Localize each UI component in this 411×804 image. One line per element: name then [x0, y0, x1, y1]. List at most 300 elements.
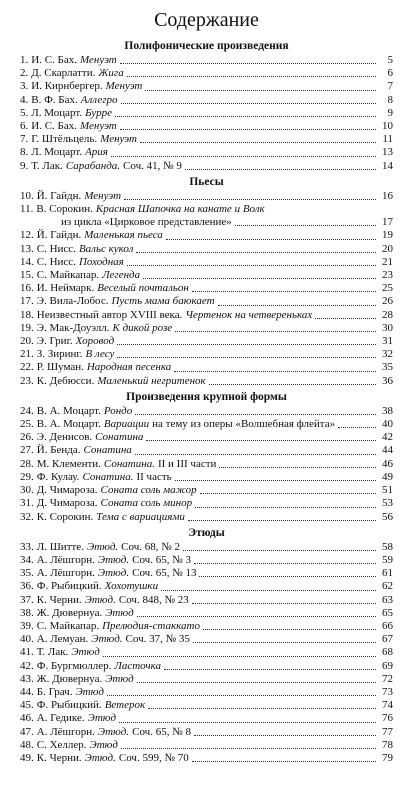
- entry-composer: И. С. Бах.: [31, 54, 77, 66]
- toc-entry: [20, 348, 393, 361]
- section-heading: Полифонические произведения: [124, 40, 289, 52]
- entry-number: 2.: [20, 67, 29, 80]
- entry-number: 15.: [20, 269, 34, 282]
- entry-number: 35.: [20, 567, 34, 580]
- entry-opus: Соч. 848, № 23: [118, 593, 189, 606]
- entry-number: 36.: [20, 580, 34, 593]
- toc-entry: [20, 322, 393, 335]
- entry-composer: Й. Гайдн.: [36, 229, 82, 242]
- entry-composer: К. Дебюсси.: [36, 374, 95, 387]
- entry-title: Ария: [85, 146, 108, 159]
- toc-entry: [20, 646, 393, 659]
- entry-page-number: 30: [382, 321, 393, 334]
- dot-leader: [127, 265, 376, 266]
- entry-title: Этюд.: [91, 633, 123, 646]
- entry-composer: А. Лёшгорн.: [36, 553, 95, 566]
- entry-title: К дикой розе: [112, 321, 173, 334]
- entry-page-number: 26: [382, 295, 393, 308]
- entry-number: 10.: [20, 189, 34, 202]
- entry-title: Этюд.: [84, 593, 116, 606]
- toc-entry: [20, 120, 393, 133]
- entry-composer: К. Черни.: [36, 593, 82, 606]
- dot-leader: [183, 550, 376, 551]
- dot-leader: [175, 331, 376, 332]
- entry-number: 32.: [20, 510, 34, 523]
- entry-composer: Ф. Рыбицкий.: [36, 699, 102, 712]
- entry-title: Соната соль мажор: [100, 484, 197, 497]
- entry-title: Этюд.: [97, 553, 130, 566]
- entry-title: Сонатина.: [103, 457, 155, 470]
- entry-page-number: 10: [382, 120, 393, 133]
- entry-composer: Д. Скарлатти.: [31, 67, 96, 80]
- entry-composer: Ж. Дювернуа.: [36, 606, 103, 619]
- toc-entry: [20, 660, 393, 673]
- entry-number: 48.: [20, 738, 34, 751]
- entry-composer: Б. Грач.: [36, 685, 73, 698]
- entry-composer: К. Черни.: [36, 751, 82, 764]
- toc-entry: [20, 243, 393, 256]
- dot-leader: [174, 371, 376, 372]
- dot-leader: [194, 563, 376, 564]
- dot-leader: [194, 735, 376, 736]
- entry-number: 9.: [20, 159, 29, 172]
- entry-title: Этюд: [105, 606, 134, 619]
- entry-opus: Соч. 65, № 8: [132, 725, 191, 738]
- entry-composer: Т. Лак.: [36, 646, 69, 659]
- dot-leader: [119, 722, 376, 723]
- entry-page-number: 35: [382, 361, 393, 374]
- toc-entry: [20, 229, 393, 242]
- entry-opus: Соч. 599, № 70: [118, 751, 189, 764]
- entry-number: 14.: [20, 255, 34, 268]
- dot-leader: [166, 239, 376, 240]
- entry-page-number: 51: [382, 484, 393, 497]
- entry-number: 39.: [20, 619, 34, 632]
- entry-composer: С. Нисс.: [36, 242, 76, 255]
- dot-leader: [315, 318, 376, 319]
- dot-leader: [103, 656, 376, 657]
- entry-page-number: 56: [382, 510, 393, 523]
- entry-page-number: 25: [382, 282, 393, 295]
- toc-entry: [20, 67, 393, 80]
- toc-entry: [20, 335, 393, 348]
- toc-entry: [20, 190, 393, 203]
- entry-page-number: 62: [382, 580, 393, 593]
- entry-number: 17.: [20, 295, 34, 308]
- entry-page-number: 72: [382, 672, 393, 685]
- entry-opus: II часть: [136, 470, 172, 483]
- toc-entry: [20, 107, 393, 120]
- entry-page-number: 13: [382, 146, 393, 159]
- toc-entry: [20, 203, 393, 216]
- entry-number: 11.: [20, 203, 34, 216]
- entry-page-number: 73: [382, 685, 393, 698]
- dot-leader: [137, 616, 376, 617]
- entry-page-number: 58: [382, 540, 393, 553]
- entry-page-number: 61: [382, 567, 393, 580]
- entry-title: Этюд.: [86, 540, 119, 553]
- entry-number: 26.: [20, 431, 34, 444]
- dot-leader: [148, 708, 376, 709]
- entry-title: Этюд: [105, 672, 134, 685]
- toc-entry: [20, 484, 393, 497]
- toc-entry: [20, 458, 393, 471]
- dot-leader: [338, 427, 376, 428]
- dot-leader: [117, 344, 376, 345]
- entry-page-number: 38: [382, 404, 393, 417]
- entry-composer: В. А. Моцарт.: [36, 404, 101, 417]
- entry-composer: Л. Моцарт.: [31, 106, 83, 119]
- entry-number: 21.: [20, 348, 34, 361]
- entry-title: Ласточка: [114, 659, 161, 672]
- entry-composer: И. С. Бах.: [31, 120, 77, 133]
- toc-entry: [20, 54, 393, 67]
- toc-entry: [20, 418, 393, 431]
- section-heading: Пьесы: [189, 175, 224, 188]
- entry-number: 7.: [20, 133, 29, 146]
- dot-leader: [115, 116, 376, 117]
- entry-page-number: 49: [382, 470, 393, 483]
- toc-entry: [20, 471, 393, 484]
- entry-number: 41.: [20, 646, 34, 659]
- entry-composer: Ф. Кулау.: [36, 470, 80, 483]
- entry-title: Аллегро: [80, 93, 118, 106]
- page-title: Содержание: [154, 9, 259, 31]
- entry-title: Этюд: [87, 712, 117, 725]
- entry-composer: С. Майкапар.: [36, 619, 100, 632]
- entry-number: 49.: [20, 751, 34, 764]
- entry-page-number: 9: [387, 106, 393, 119]
- entry-page-number: 20: [382, 242, 393, 255]
- entry-title: Сарабанда.: [65, 159, 121, 172]
- toc-entry: [20, 673, 393, 686]
- entry-title: Этюд: [75, 685, 104, 698]
- entry-title: Бурре: [85, 106, 113, 119]
- entry-composer: Й. Бенда.: [36, 444, 81, 457]
- entry-title: Чертенок на четвереньках: [185, 308, 313, 321]
- toc-entry: [20, 594, 393, 607]
- entry-page-number: 46: [382, 457, 393, 470]
- entry-composer: К. Сорокин.: [36, 510, 94, 523]
- entry-number: 42.: [20, 659, 34, 672]
- toc-entry: [20, 295, 393, 308]
- section-heading: Этюды: [188, 526, 225, 539]
- toc-entry: [20, 541, 393, 554]
- entry-number: 8.: [20, 146, 29, 159]
- dot-leader: [137, 682, 376, 683]
- dot-leader: [188, 520, 376, 521]
- dot-leader: [175, 480, 376, 481]
- toc-entry: [20, 567, 393, 580]
- entry-opus: II и III части: [157, 457, 217, 470]
- entry-title: Этюд.: [97, 725, 130, 738]
- entry-composer: Э. Вила-Лобос.: [36, 295, 109, 308]
- entry-page-number: 36: [382, 374, 393, 387]
- entry-title: В лесу: [85, 348, 115, 361]
- entry-page-number: 28: [382, 308, 393, 321]
- entry-page-number: 16: [382, 189, 393, 202]
- toc-entry: [20, 699, 393, 712]
- entry-composer: Э. Григ.: [36, 335, 73, 348]
- dot-leader: [195, 507, 376, 508]
- entry-opus: Соч. 65, № 13: [132, 567, 197, 580]
- entry-composer: А. Гедике.: [36, 712, 85, 725]
- entry-number: 16.: [20, 282, 34, 295]
- entry-opus: на тему из оперы «Волшебная флейта»: [152, 418, 336, 431]
- entry-composer: А. Лемуан.: [36, 633, 89, 646]
- entry-composer: Ф. Рыбицкий.: [36, 580, 102, 593]
- entry-composer: Г. Штёльцель.: [31, 133, 98, 146]
- entry-number: 24.: [20, 404, 34, 417]
- entry-page-number: 68: [382, 646, 393, 659]
- entry-title: Менуэт: [100, 133, 137, 146]
- entry-composer: З. Зиринг.: [36, 348, 83, 361]
- entry-composer: Й. Гайдн.: [36, 189, 82, 202]
- entry-composer: Д. Чимароза.: [36, 497, 98, 510]
- entry-cycle: из цикла «Цирковое представление»: [61, 216, 232, 229]
- entry-composer: Э. Мак-Доуэлл.: [36, 321, 110, 334]
- entry-composer: Д. Чимароза.: [36, 484, 98, 497]
- entry-composer: В. Сорокин.: [36, 203, 93, 216]
- entry-number: 12.: [20, 229, 34, 242]
- entry-number: 3.: [20, 80, 29, 93]
- toc-entry: [20, 726, 393, 739]
- dot-leader: [161, 590, 376, 591]
- dot-leader: [127, 76, 376, 77]
- entry-number: 20.: [20, 335, 34, 348]
- entry-page-number: 32: [382, 348, 393, 361]
- toc-entry: [20, 620, 393, 633]
- entry-composer: М. Клементи.: [36, 457, 101, 470]
- entry-composer: Неизвестный автор XVIII века.: [36, 308, 183, 321]
- toc-entry: [20, 361, 393, 374]
- entry-number: 5.: [20, 106, 29, 119]
- entry-page-number: 40: [382, 418, 393, 431]
- entry-page-number: 11: [382, 133, 393, 146]
- dot-leader: [185, 169, 376, 170]
- toc-entry: [20, 94, 393, 107]
- toc-entry: [20, 256, 393, 269]
- entry-number: 29.: [20, 470, 34, 483]
- entry-page-number: 78: [382, 738, 393, 751]
- entry-number: 19.: [20, 321, 34, 334]
- dot-leader: [146, 440, 376, 441]
- entry-title: Этюд: [71, 646, 100, 659]
- dot-leader: [107, 695, 376, 696]
- entry-page-number: 31: [382, 335, 393, 348]
- toc-entry: [20, 739, 393, 752]
- dot-leader: [193, 642, 376, 643]
- entry-number: 23.: [20, 374, 34, 387]
- entry-page-number: 66: [382, 619, 393, 632]
- entry-opus: Соч. 41, № 9: [123, 159, 182, 172]
- dot-leader: [135, 454, 376, 455]
- entry-page-number: 19: [382, 229, 393, 242]
- entry-page-number: 53: [382, 497, 393, 510]
- toc-entry: [20, 497, 393, 510]
- section-heading: Произведения крупной формы: [126, 390, 287, 403]
- entry-page-number: 44: [382, 444, 393, 457]
- entry-page-number: 21: [382, 255, 393, 268]
- entry-page-number: 42: [382, 431, 393, 444]
- dot-leader: [120, 129, 376, 130]
- entry-page-number: 63: [382, 593, 393, 606]
- entry-title: Прелюдия-стаккато: [102, 619, 200, 632]
- toc-entry-continuation: [20, 216, 393, 229]
- entry-title: Маленькая пьеса: [84, 229, 163, 242]
- entry-opus: Соч. 37, № 35: [125, 633, 190, 646]
- dot-leader: [203, 629, 376, 630]
- entry-number: 44.: [20, 685, 34, 698]
- entry-composer: С. Майкапар.: [36, 269, 100, 282]
- dot-leader: [199, 576, 376, 577]
- entry-title: Хоровод: [75, 335, 115, 348]
- toc-entry: [20, 580, 393, 593]
- entry-page-number: 6: [387, 67, 393, 80]
- dot-leader: [121, 103, 377, 104]
- entry-title: Менуэт: [105, 80, 143, 93]
- entry-title: Сонатина: [83, 444, 132, 457]
- entry-number: 37.: [20, 593, 34, 606]
- entry-title: Походная: [78, 255, 124, 268]
- entry-page-number: 65: [382, 606, 393, 619]
- dot-leader: [121, 748, 376, 749]
- entry-composer: Т. Лак.: [31, 159, 63, 172]
- dot-leader: [200, 493, 376, 494]
- entry-page-number: 5: [387, 54, 393, 66]
- entry-number: 4.: [20, 93, 29, 106]
- entry-number: 46.: [20, 712, 34, 725]
- entry-composer: В. А. Моцарт.: [36, 418, 101, 431]
- dot-leader: [218, 305, 376, 306]
- entry-title: Вальс кукол: [78, 242, 134, 255]
- toc-entry: [20, 511, 393, 524]
- toc-entry: [20, 554, 393, 567]
- entry-title: Менуэт: [79, 54, 117, 66]
- entry-number: 31.: [20, 497, 34, 510]
- entry-composer: А. Лёшгорн.: [36, 725, 95, 738]
- dot-leader: [124, 199, 376, 200]
- toc-entry: [20, 686, 393, 699]
- entry-title: Ветерок: [104, 699, 146, 712]
- entry-title: Тема с вариациями: [96, 510, 185, 523]
- entry-title: Маленький негритенок: [97, 374, 206, 387]
- entry-number: 33.: [20, 540, 34, 553]
- dot-leader: [143, 278, 376, 279]
- toc-entry: [20, 607, 393, 620]
- dot-leader: [135, 414, 376, 415]
- entry-composer: Ж. Дювернуа.: [36, 672, 103, 685]
- toc-entry: [20, 633, 393, 646]
- dot-leader: [140, 142, 376, 143]
- entry-composer: И. Неймарк.: [36, 282, 95, 295]
- entry-page-number: 74: [382, 699, 393, 712]
- entry-composer: Л. Шитте.: [36, 540, 84, 553]
- entry-page-number: 69: [382, 659, 393, 672]
- entry-opus: Соч. 68, № 2: [121, 540, 181, 553]
- entry-title: Сонатина: [95, 431, 144, 444]
- entry-composer: И. Кирнбергер.: [31, 80, 103, 93]
- entry-number: 38.: [20, 606, 34, 619]
- toc-entry: [20, 282, 393, 295]
- entry-number: 45.: [20, 699, 34, 712]
- toc-entry: [20, 269, 393, 282]
- entry-title: Сонатина.: [82, 470, 134, 483]
- entry-title: Этюд.: [97, 567, 130, 580]
- dot-leader: [145, 90, 376, 91]
- entry-composer: С. Нисс.: [36, 255, 76, 268]
- entry-number: 1.: [20, 54, 29, 66]
- entry-title: Пусть мама баюкает: [111, 295, 215, 308]
- dot-leader: [117, 357, 376, 358]
- entry-number: 27.: [20, 444, 34, 457]
- entry-number: 22.: [20, 361, 34, 374]
- entry-page-number: 14: [382, 159, 393, 172]
- entry-page-number: 17: [382, 216, 393, 229]
- dot-leader: [120, 63, 376, 64]
- dot-leader: [219, 467, 376, 468]
- entry-composer: Э. Денисов.: [36, 431, 93, 444]
- dot-leader: [209, 384, 376, 385]
- toc-entry: [20, 146, 393, 159]
- entry-title: Красная Шапочка на канате и Волк: [95, 203, 265, 216]
- entry-page-number: 76: [382, 712, 393, 725]
- entry-number: 18.: [20, 308, 34, 321]
- toc-entry: [20, 133, 393, 146]
- toc-entry: [20, 80, 393, 93]
- entry-title: Этюд.: [84, 751, 116, 764]
- entry-title: Соната соль минор: [100, 497, 193, 510]
- toc-entry: [20, 431, 393, 444]
- entry-composer: А. Лёшгорн.: [36, 567, 95, 580]
- dot-leader: [136, 252, 376, 253]
- dot-leader: [192, 761, 376, 762]
- entry-composer: Ф. Бургмюллер.: [36, 659, 112, 672]
- dot-leader: [235, 225, 376, 226]
- dot-leader: [192, 291, 376, 292]
- entry-page-number: 59: [382, 553, 393, 566]
- entry-page-number: 79: [382, 751, 393, 764]
- entry-title: Этюд: [89, 738, 118, 751]
- entry-title: Жига: [98, 67, 124, 80]
- entry-number: 34.: [20, 553, 34, 566]
- entry-number: 13.: [20, 242, 34, 255]
- entry-page-number: 23: [382, 269, 393, 282]
- dot-leader: [192, 603, 376, 604]
- entry-page-number: 7: [387, 80, 393, 93]
- toc-entry: [20, 712, 393, 725]
- entry-title: Менуэт: [84, 189, 122, 202]
- entry-number: 28.: [20, 457, 34, 470]
- entry-title: Легенда: [102, 269, 141, 282]
- entry-title: Менуэт: [79, 120, 117, 133]
- toc-entry: [20, 160, 393, 173]
- entry-composer: С. Хеллер.: [36, 738, 87, 751]
- entry-title: Хохотушки: [104, 580, 159, 593]
- entry-title: Вариации: [103, 418, 150, 431]
- entry-composer: Л. Моцарт.: [31, 146, 83, 159]
- entry-title: Веселый почтальон: [97, 282, 189, 295]
- toc-list: [20, 39, 393, 765]
- toc-entry: [20, 444, 393, 457]
- entry-number: 6.: [20, 120, 29, 133]
- toc-entry: [20, 375, 393, 388]
- entry-number: 40.: [20, 633, 34, 646]
- entry-number: 43.: [20, 672, 34, 685]
- entry-title: Рондо: [103, 404, 133, 417]
- entry-composer: В. Ф. Бах.: [31, 93, 78, 106]
- entry-number: 30.: [20, 484, 34, 497]
